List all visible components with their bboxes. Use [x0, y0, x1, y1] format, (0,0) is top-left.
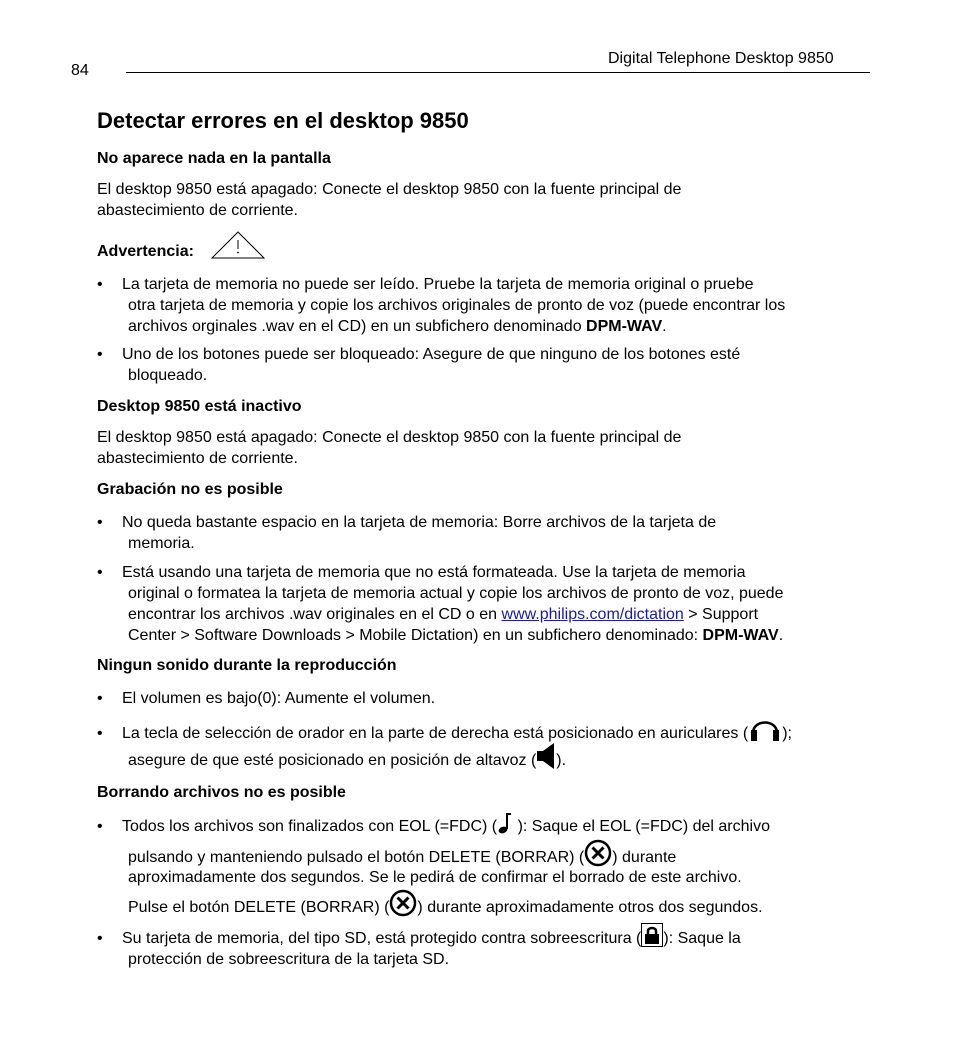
header-title: Digital Telephone Desktop 9850 — [608, 50, 834, 67]
header-rule — [126, 72, 870, 73]
bullet: • — [97, 514, 103, 531]
bullet: • — [97, 346, 103, 363]
bullet: • — [97, 930, 103, 947]
headphones-icon — [748, 713, 782, 743]
warning-triangle-icon — [210, 230, 266, 260]
section-heading-inactive: Desktop 9850 está inactivo — [97, 398, 302, 415]
paragraph-line: abastecimiento de corriente. — [97, 202, 298, 219]
warning-label: Advertencia: — [97, 243, 194, 260]
paragraph-line: abastecimiento de corriente. — [97, 450, 298, 467]
delete-icon — [389, 889, 417, 917]
lock-icon — [641, 923, 663, 947]
section-heading-no-display: No aparece nada en la pantalla — [97, 150, 331, 167]
bullet: • — [97, 690, 103, 707]
paragraph-power-off-2 — [97, 427, 877, 469]
section-heading-delete: Borrando archivos no es posible — [97, 784, 346, 801]
bullet: • — [97, 276, 103, 293]
delete-icon — [584, 839, 612, 867]
paragraph-power-off-1 — [97, 179, 877, 221]
page-number: 84 — [71, 62, 89, 79]
paragraph-line: El desktop 9850 está apagado: Conecte el desktop 9850 con la fuente principal de — [97, 181, 682, 198]
bullet: • — [97, 725, 103, 742]
paragraph-line: El desktop 9850 está apagado: Conecte el desktop 9850 con la fuente principal de — [97, 429, 682, 446]
page-title: Detectar errores en el desktop 9850 — [97, 108, 469, 133]
section-heading-no-sound: Ningun sonido durante la reproducción — [97, 657, 397, 674]
eol-note-icon — [497, 811, 513, 835]
bullet: • — [97, 564, 103, 581]
bullet: • — [97, 818, 103, 835]
section-heading-recording: Grabación no es posible — [97, 481, 283, 498]
philips-dictation-link[interactable]: www.philips.com/dictation — [501, 606, 684, 623]
speaker-icon — [536, 742, 556, 770]
